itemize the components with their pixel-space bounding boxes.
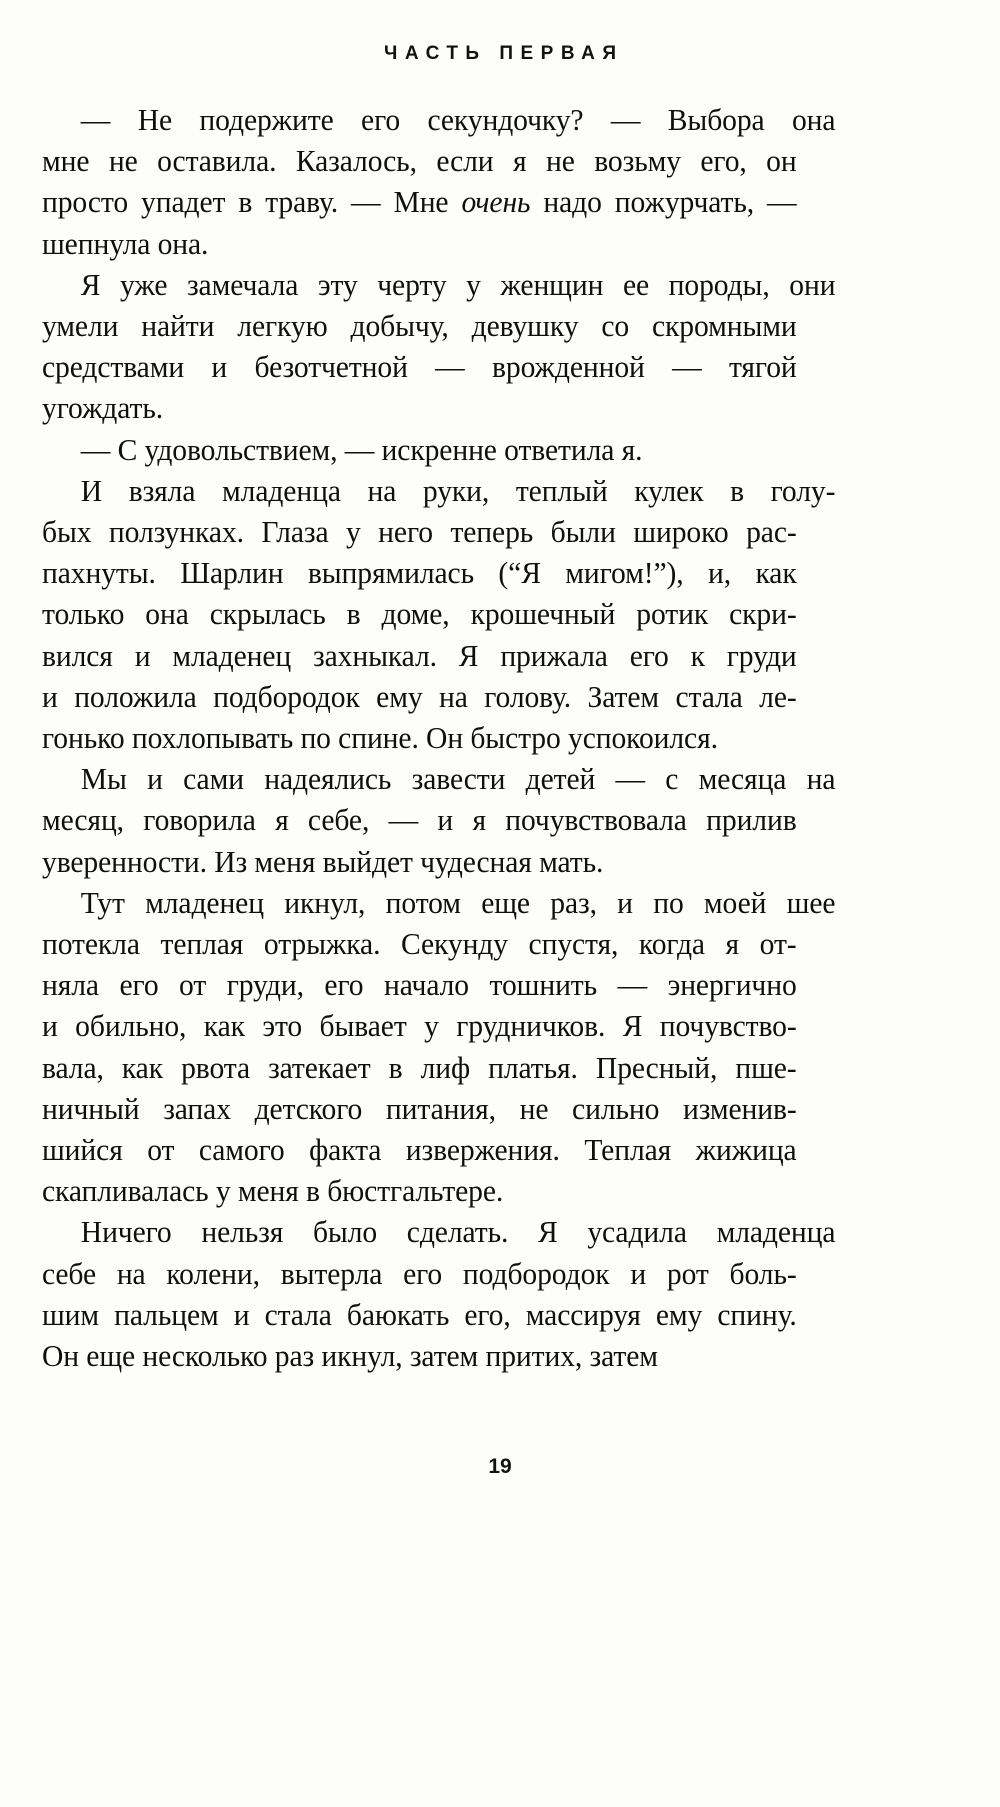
word: факта [309,1133,382,1168]
word: Шарлин [180,556,284,591]
word: и [147,762,163,797]
word: у [345,515,361,550]
word: замечала [186,267,299,302]
word: грудничков. [456,1009,606,1044]
word: обильно, [75,1009,187,1044]
text-line: шепнула она. [42,226,209,261]
word: говорила [143,803,256,838]
word: на [438,679,468,714]
word: Я [537,1215,558,1250]
word: оставила. [157,144,277,179]
word: не [519,1091,549,1126]
word: голову. [484,679,572,714]
word: руки, [422,473,490,508]
word: она [145,597,189,632]
word: ползунках. [108,515,244,550]
text-line [42,1254,797,1295]
word: массируя [525,1297,641,1332]
text-line: скапливалась у меня в бюстгальтере. [42,1174,504,1209]
word: груди, [226,968,304,1003]
word: Пресный, [595,1050,718,1085]
word: извержения. [405,1133,560,1168]
word: умели [42,309,119,344]
word: по [653,885,684,920]
word: выпрямилась [307,556,474,591]
word: Я [80,267,101,302]
word: — [80,103,111,137]
word: он [766,144,797,179]
word: подержите [199,103,334,137]
word: Я [458,638,479,673]
text-line [42,1295,797,1336]
word: не [108,144,138,179]
word: Тут [80,885,125,920]
word: со [601,309,630,344]
word: траву. [265,185,339,220]
word: и, [707,556,732,591]
word: мигом!”), [565,556,684,591]
word: пальцем [114,1297,219,1332]
word: его [361,103,401,137]
word: сами [183,762,244,797]
word: раз, [550,885,597,920]
word: очень [461,185,531,220]
word: нельзя [201,1215,284,1250]
word: не [545,144,575,179]
text-line [42,553,797,594]
word: легкую [237,309,328,344]
word: в [346,597,361,632]
word: доме, [381,597,450,632]
word: груди [726,638,797,673]
word: секундочку? [427,103,584,137]
word: ее [622,267,650,302]
word: и [437,803,454,838]
word: (“Я [498,556,541,591]
running-head: ЧАСТЬ ПЕРВАЯ [383,43,624,64]
word: и [630,1256,647,1291]
word: него [378,515,433,550]
text-line [42,100,835,141]
word: младенец [145,885,264,920]
word: шийся [42,1133,123,1168]
word: она [791,103,836,137]
text-line: — С удовольствием, — искренне ответила я. [80,432,643,467]
text-line [42,1130,797,1171]
word: я [513,144,527,179]
word: уже [120,267,168,302]
word: колени, [166,1256,260,1291]
word: почувство- [659,1009,797,1044]
word: прижала [500,638,608,673]
word: лиф [420,1050,471,1085]
text-line [42,636,797,677]
word: было [312,1215,378,1250]
word: Я [622,1009,643,1044]
word: к [690,638,705,673]
word: ротик [636,597,709,632]
text-line [42,306,797,347]
word: широко [633,515,729,550]
word: — [610,103,641,137]
word: и [134,638,151,673]
word: это [262,1009,303,1044]
text-line [42,883,835,924]
word: и [233,1297,250,1332]
body-text-column [42,100,836,1377]
word: как [121,1050,164,1085]
word: Затем [587,679,660,714]
word: взяла [128,473,196,508]
word: стала [264,1297,332,1332]
text-line: Он еще несколько раз икнул, затем притих, затем [42,1339,658,1374]
text-line [42,800,797,841]
paragraph [42,883,836,1213]
word: месяца [698,762,787,797]
text-line [42,965,797,1006]
text-line [42,182,797,223]
paragraph [42,759,836,883]
word: его [403,1256,443,1291]
word: баюкать [346,1297,450,1332]
text-line: уверенности. Из меня выйдет чудесная мать. [42,844,604,879]
word: сильно [572,1091,660,1126]
word: отрыжка. [263,927,381,962]
word: бывает [319,1009,407,1044]
word: скромными [651,309,797,344]
word: — [617,968,648,1003]
word: я [275,803,289,838]
word: пахнуты. [42,556,156,591]
word: я [725,927,740,962]
word: Не [137,103,173,137]
word: — [388,803,419,838]
text-line [42,347,797,388]
word: если [436,144,494,179]
word: я [472,803,486,838]
word: его [119,968,159,1003]
word: бых [42,515,92,550]
text-line [42,677,797,718]
word: Ничего [80,1215,172,1250]
word: только [42,597,125,632]
word: спустя, [528,927,619,962]
text-line [42,594,797,635]
word: Теплая [584,1133,672,1168]
word: от [179,968,207,1003]
word: завести [411,762,506,797]
word: Казалось, [295,144,417,179]
word: вала, [42,1050,104,1085]
word: питания, [385,1091,496,1126]
word: Глаза [261,515,329,550]
word: тягой [728,350,797,385]
word: месяц, [42,803,124,838]
word: как [203,1009,245,1044]
word: Секунду [400,927,508,962]
text-line [42,1006,797,1047]
word: эту [317,267,358,302]
word: — [767,185,797,220]
word: И [80,473,103,508]
word: шее [786,885,836,920]
word: шим [42,1297,100,1332]
word: — [435,350,465,385]
word: рас- [746,515,797,550]
text-line [42,512,797,553]
word: — [615,762,646,797]
paragraph [42,100,836,265]
word: надеялись [264,762,392,797]
word: пше- [735,1050,797,1085]
word: врожденной [492,350,645,385]
word: ему [376,679,423,714]
paragraph [42,265,836,430]
word: безотчетной [254,350,408,385]
word: женщин [500,267,604,302]
word: младенец [172,638,292,673]
word: самого [198,1133,285,1168]
word: его, [700,144,747,179]
word: жижица [695,1133,797,1168]
word: энергично [667,968,797,1003]
text-line: гонько похлопывать по спине. Он быстро успокоился. [42,721,718,756]
text-line [42,471,835,512]
word: положила [74,679,197,714]
word: сделать. [406,1215,509,1250]
word: от- [759,927,797,962]
word: в [238,185,253,220]
word: и [42,1009,58,1044]
word: себе, [307,803,370,838]
word: ничный [42,1091,140,1126]
word: просто [42,185,129,220]
text-line [42,141,797,182]
paragraph [42,430,798,471]
word: няла [42,968,99,1003]
word: были [550,515,616,550]
word: захныкал. [313,638,437,673]
word: — [672,350,702,385]
word: кулек [634,473,704,508]
word: начало [383,968,469,1003]
word: скрылась [209,597,326,632]
word: теплый [515,473,608,508]
word: как [755,556,797,591]
word: на [806,762,836,797]
word: крошечный [470,597,616,632]
word: от [147,1133,175,1168]
text-line [42,1212,835,1253]
word: боль- [729,1256,797,1291]
word: себе [42,1256,97,1291]
word: голу- [770,473,836,508]
word: найти [141,309,215,344]
text-line [42,924,797,965]
word: стала [675,679,743,714]
word: на [367,473,397,508]
word: усадила [587,1215,687,1250]
word: Мне [393,185,449,220]
word: и [42,679,58,714]
word: спину. [717,1297,797,1332]
word: затекает [268,1050,371,1085]
text-line [42,759,835,800]
word: упадет [141,185,226,220]
word: его, [464,1297,511,1332]
word: ле- [759,679,797,714]
word: породы, [668,267,770,302]
word: вытерла [280,1256,383,1291]
word: вился [42,638,113,673]
word: потекла [42,927,140,962]
text-line [42,265,835,306]
word: младенца [222,473,341,508]
word: изменив- [682,1091,797,1126]
word: моей [703,885,767,920]
word: когда [638,927,705,962]
word: еще [481,885,530,920]
text-line: угождать. [42,391,164,426]
word: младенца [716,1215,836,1250]
word: у [424,1009,439,1044]
word: ему [655,1297,703,1332]
word: подбородок [462,1256,610,1291]
word: — [351,185,381,220]
word: и [211,350,228,385]
word: теплая [160,927,244,962]
word: рвота [181,1050,250,1085]
paragraph [42,1212,836,1377]
word: мне [42,144,90,179]
word: Мы [80,762,127,797]
word: средствами [42,350,185,385]
word: рот [666,1256,709,1291]
word: в [730,473,745,508]
text-line [42,1048,797,1089]
word: детей [525,762,596,797]
word: добычу, [350,309,449,344]
word: тошнить [489,968,598,1003]
word: в [388,1050,403,1085]
word: подбородок [213,679,360,714]
word: на [116,1256,146,1291]
word: почувствовала [505,803,687,838]
word: возьму [594,144,681,179]
word: теперь [450,515,534,550]
word: прилив [706,803,797,838]
word: его [629,638,669,673]
word: у [466,267,481,302]
word: они [789,267,836,302]
paragraph [42,471,836,759]
word: с [665,762,679,797]
word: платья. [488,1050,578,1085]
word: пожурчать, [614,185,755,220]
text-line [42,1089,797,1130]
word: скри- [729,597,797,632]
word: Выбора [667,103,765,137]
word: черту [377,267,447,302]
word: запах [163,1091,231,1126]
word: икнул, [284,885,366,920]
word: и [617,885,633,920]
word: его [324,968,364,1003]
word: девушку [471,309,579,344]
word: потом [385,885,461,920]
word: надо [543,185,602,220]
word: детского [254,1091,363,1126]
page-number: 19 [488,1455,512,1478]
